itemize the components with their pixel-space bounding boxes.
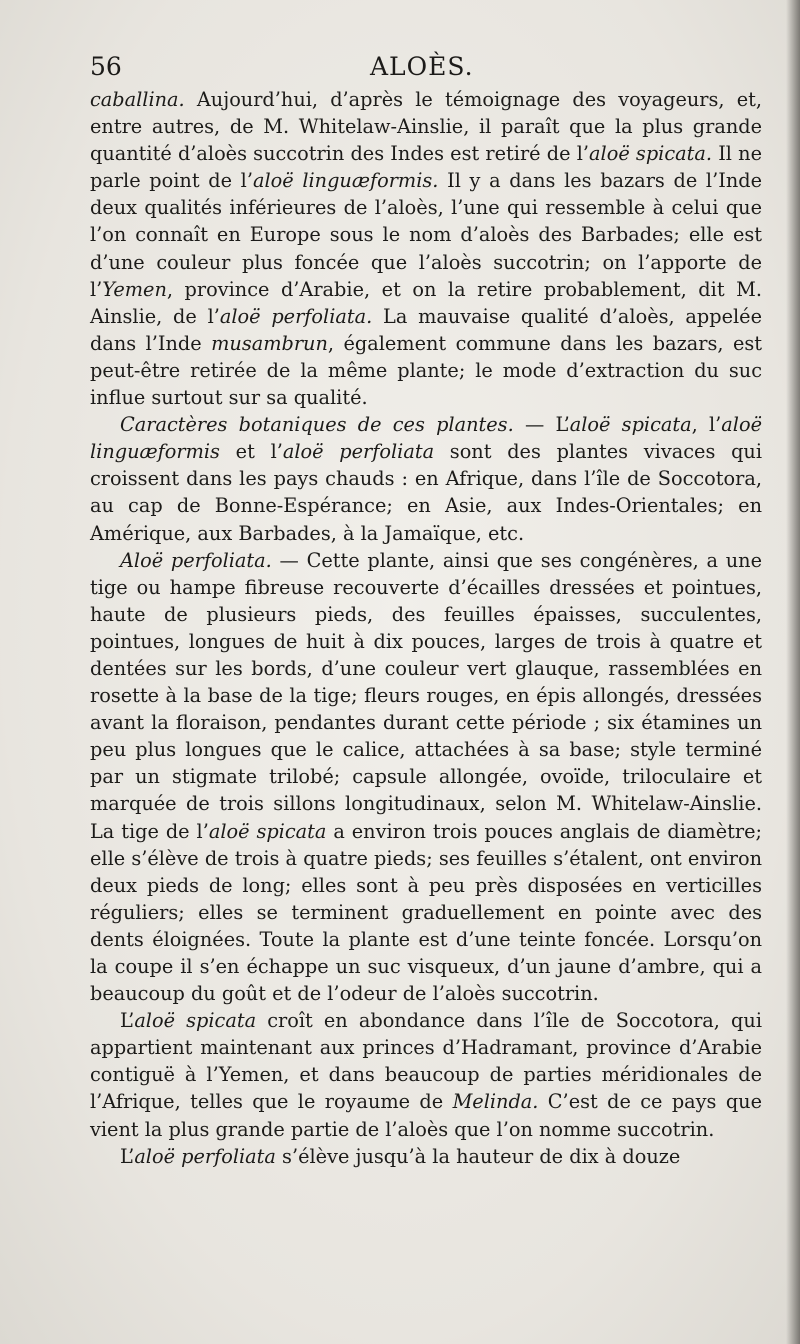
- text-run: — L’: [513, 413, 570, 437]
- paragraph: [90, 547, 762, 1008]
- italic-run: aloë spicata: [134, 1009, 257, 1033]
- body-text: [90, 86, 762, 1170]
- italic-run: Yemen: [102, 277, 167, 301]
- italic-run: aloë perfoliata.: [219, 304, 373, 328]
- italic-run: Aloë perfoliata.: [120, 548, 272, 572]
- text-run: L’: [120, 1144, 135, 1168]
- italic-run: aloë spicata: [569, 413, 692, 437]
- running-head: [90, 48, 762, 86]
- text-run: Il y a dans les bazars de l’Inde deux qualités inférieures de l’aloès, l’une qui ressemble à celui que l’on connaît en Europe sous le nom d’aloès des Barbades; elle est d’une couleur plus foncée que l’aloès succotrin; on l’apporte de l’: [90, 169, 762, 301]
- italic-run: Caractères botaniques de ces plantes.: [120, 413, 514, 437]
- page-edge-shadow: [786, 0, 800, 1344]
- text-run: C’est de ce pays que vient la plus grande partie de l’aloès que l’on nomme succotrin.: [90, 1090, 762, 1141]
- text-run: L’: [120, 1009, 135, 1033]
- paragraph: [90, 1007, 762, 1142]
- paragraph: [90, 86, 762, 411]
- text-run: Il ne parle point de l’: [90, 142, 763, 193]
- page-number: 56: [90, 52, 122, 81]
- text-run: La mauvaise qualité d’aloès, appelée dans l’Inde: [90, 304, 762, 355]
- text-run: s’élève jusqu’à la hauteur de dix à douze: [275, 1144, 681, 1168]
- page-title: ALOÈS.: [370, 52, 474, 81]
- text-run: , également commune dans les bazars, est peut-être retirée de la même plante; le mode d’extraction du suc influe surtout sur sa qualité.: [90, 331, 762, 410]
- italic-run: aloë linguæformis.: [252, 169, 439, 193]
- italic-run: aloë spicata.: [589, 142, 712, 166]
- text-run: croît en abondance dans l’île de Soccotora, qui appartient maintenant aux princes d’Hadramant, province d’Arabie contiguë à l’Yemen, et dans beaucoup de parties méridionales de l’Afrique, telles que le royaume de: [90, 1009, 762, 1114]
- italic-run: aloë linguæformis: [90, 413, 762, 464]
- italic-run: aloë perfoliata: [282, 440, 435, 464]
- text-run: et l’: [219, 440, 283, 464]
- text-run: a environ trois pouces anglais de diamètre; elle s’élève de trois à quatre pieds; ses feuilles s’étalent, ont environ deux pieds de long; elles sont à peu près disposées en verticilles réguliers; elles se terminent graduellement en pointe avec des dents éloignées. Toute la plante est d’une teinte foncée. Lorsqu’on la coupe il s’en échappe un suc visqueux, d’un jaune d’ambre, qui a beaucoup du goût et de l’odeur de l’aloès succotrin.: [90, 819, 762, 1006]
- text-run: — Cette plante, ainsi que ses congénères, a une tige ou hampe fibreuse recouverte d’écailles dressées et pointues, haute de plusieurs pieds, des feuilles épaisses, succulentes, pointues, longues de huit à dix pouces, larges de trois à quatre et dentées sur les bords, d’une couleur vert glauque, rassemblées en rosette à la base de la tige; fleurs rouges, en épis allongés, dressées avant la floraison, pendantes durant cette période ; six étamines un peu plus longues que le calice, attachées à sa base; style terminé par un stigmate trilobé; capsule allongée, ovoïde, triloculaire et marquée de trois sillons longitudinaux, selon M. Whitelaw-Ainslie. La tige de l’: [90, 548, 762, 843]
- paragraph: [90, 411, 762, 546]
- text-run: sont des plantes vivaces qui croissent dans les pays chauds : en Afrique, dans l’île de Soccotora, au cap de Bonne-Espérance; en Asie, aux Indes-Orientales; en Amérique, aux Barbades, à la Jamaïque, etc.: [90, 440, 762, 545]
- italic-run: Melinda.: [452, 1090, 539, 1114]
- text-run: , l’: [691, 413, 722, 437]
- italic-run: aloë spicata: [208, 819, 327, 843]
- italic-run: aloë perfoliata: [134, 1144, 276, 1168]
- italic-run: musambrun: [211, 331, 328, 355]
- paragraph: [90, 1143, 762, 1170]
- text-run: , province d’Arabie, et on la retire probablement, dit M. Ainslie, de l’: [90, 277, 762, 328]
- italic-run: caballina.: [90, 88, 185, 111]
- text-run: Aujourd’hui, d’après le témoignage des voyageurs, et, entre autres, de M. Whitelaw-Ainslie, il paraît que la plus grande quantité d’aloès succotrin des Indes est retiré de l’: [90, 88, 762, 166]
